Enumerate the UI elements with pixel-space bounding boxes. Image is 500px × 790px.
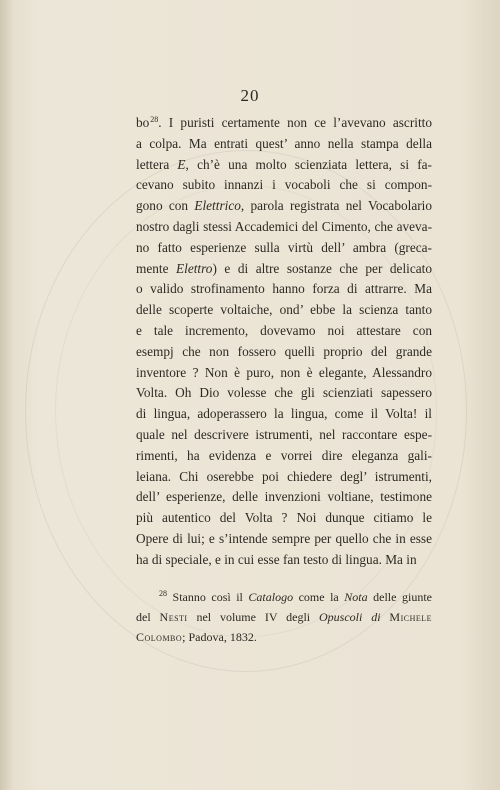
footnote: [136, 587, 432, 647]
text-segment: e tale incremento, dovevamo noi attestare con: [136, 322, 432, 338]
body-text: [136, 113, 432, 571]
text-line: [136, 342, 432, 363]
text-line: [136, 300, 432, 321]
text-line: [136, 529, 432, 550]
text-line: [136, 487, 432, 508]
text-segment: di lingua, adoperassero la lingua, come il Volta! il: [136, 406, 432, 422]
small-caps-name: Michele: [389, 610, 433, 624]
text-line: [136, 508, 432, 529]
italic-text: Nota: [344, 590, 368, 604]
text-segment: dell’ esperienze, delle invenzioni voltiane, testimone: [136, 489, 432, 505]
text-segment: Stanno così il: [167, 590, 249, 604]
text-line: [136, 238, 432, 259]
text-segment: nel volume IV degli: [187, 610, 319, 624]
text-segment: esempj che non fossero quelli proprio del grande: [136, 343, 432, 359]
text-line: [136, 196, 432, 217]
text-segment: nostro dagli stessi Accademici del Cimento, che aveva-: [136, 218, 432, 234]
text-segment: leiana. Chi oserebbe poi chiedere degl’ istrumenti,: [136, 468, 432, 484]
text-line: [136, 134, 432, 155]
text-line: [136, 259, 432, 280]
text-line: [136, 446, 432, 467]
text-segment: mente: [136, 260, 177, 276]
footnote-line: [136, 627, 432, 647]
footnote-marker: 28: [159, 589, 167, 598]
text-segment: Volta. Oh Dio volesse che gli scienziati sapessero: [136, 385, 432, 401]
text-segment: quale nel descrivere istrumenti, nel raccontare espe-: [136, 426, 432, 442]
text-segment: . I puristi certamente non ce l’avevano ascritto: [158, 115, 432, 130]
text-line: [136, 467, 432, 488]
text-line: [136, 321, 432, 342]
small-caps-name: Colombo: [136, 630, 183, 644]
text-segment: Opere di lui; e s’intende sempre per quello che in esse: [136, 530, 432, 546]
text-segment: o valido strofinamento hanno forza di attrarre. Ma: [136, 281, 432, 297]
text-line: [136, 217, 432, 238]
text-segment: rimenti, ha evidenza e vorrei dire eleganza gali-: [136, 447, 432, 463]
italic-text: E: [177, 156, 186, 172]
footnote-line: [136, 587, 432, 607]
italic-text: Catalogo: [248, 590, 294, 604]
footnote-marker: 28: [150, 114, 159, 124]
text-segment: cevano subito innanzi i vocaboli che si compon-: [136, 177, 432, 193]
text-segment: , parola registrata nel Vocabolario: [240, 198, 432, 214]
text-segment: , ch’è una molto scienziata lettera, si fa-: [185, 156, 432, 172]
text-segment: bo: [136, 115, 150, 130]
text-line: [136, 363, 432, 384]
text-line: [136, 383, 432, 404]
text-segment: a colpa. Ma entrati quest’ anno nella stampa della: [136, 135, 432, 151]
text-segment: ha di speciale, e in cui esse fan testo di lingua. Ma in: [136, 551, 417, 567]
text-segment: no fatto esperienze sulla virtù dell’ ambra (greca-: [136, 239, 432, 255]
italic-text: Opuscoli di: [319, 610, 381, 624]
text-segment: inventore ? Non è puro, non è elegante, Alessandro: [136, 364, 432, 380]
text-segment: gono con: [136, 198, 195, 214]
text-line: [136, 425, 432, 446]
text-segment: delle scoperte voltaiche, ond’ ebbe la scienza tanto: [136, 302, 432, 318]
text-segment: del: [136, 610, 160, 624]
text-segment: più autentico del Volta ? Noi dunque citiamo le: [136, 510, 432, 526]
page-number: 20: [240, 86, 260, 105]
text-segment: lettera: [136, 156, 178, 172]
text-line: [136, 113, 432, 134]
text-segment: come la: [293, 590, 345, 604]
text-line: [136, 550, 432, 571]
italic-text: Elettro: [176, 260, 213, 276]
text-line: [136, 175, 432, 196]
text-line: [136, 404, 432, 425]
text-segment: delle giunte: [367, 590, 432, 604]
italic-text: Elettrico: [194, 198, 241, 214]
text-line: [136, 279, 432, 300]
small-caps-name: Nesti: [159, 610, 188, 624]
text-segment: ) e di altre sostanze che per delicato: [212, 260, 432, 276]
text-line: [136, 155, 432, 176]
text-segment: ; Padova, 1832.: [182, 630, 257, 644]
footnote-line: [136, 607, 432, 627]
